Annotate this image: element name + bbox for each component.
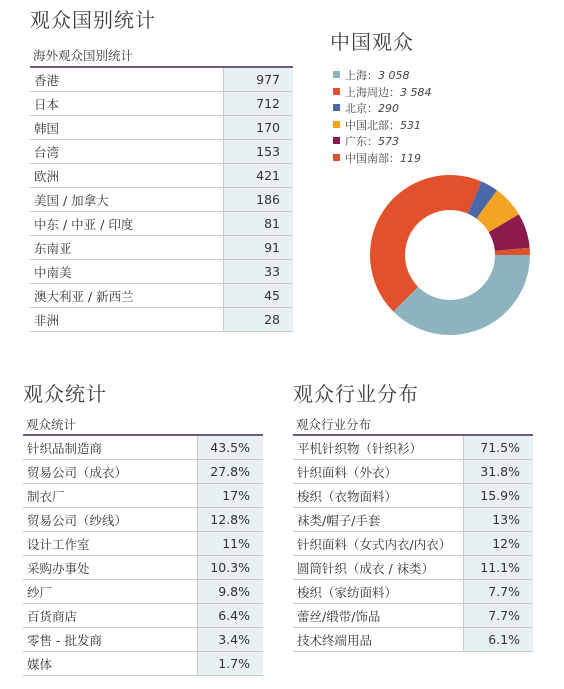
legend-label: 广东 (345, 135, 367, 148)
legend-item (333, 84, 432, 100)
legend-swatch (333, 104, 340, 111)
legend-swatch (333, 137, 340, 144)
table-row (23, 436, 263, 460)
legend-value: 290 (378, 102, 399, 115)
row-value: 7.7% (464, 580, 534, 604)
row-value: 712 (224, 92, 294, 116)
table-row (30, 236, 293, 260)
row-value: 45 (224, 284, 294, 308)
row-value: 12.8% (198, 508, 264, 532)
row-label: 香港 (30, 68, 224, 92)
row-value: 33 (224, 260, 294, 284)
stats-title: 观众统计 (23, 382, 107, 406)
legend-item (333, 133, 399, 149)
row-value: 11% (198, 532, 264, 556)
row-label: 中南美 (30, 260, 224, 284)
table-row (293, 484, 533, 508)
row-label: 百货商店 (23, 604, 198, 628)
row-label: 日本 (30, 92, 224, 116)
row-label: 韩国 (30, 116, 224, 140)
table-row (293, 604, 533, 628)
legend-label: 上海周边 (345, 85, 389, 99)
row-label: 贸易公司（纱线） (23, 508, 198, 532)
row-value: 10.3% (198, 556, 264, 580)
table-row (293, 460, 533, 484)
china-chart-title: 中国观众 (330, 30, 414, 54)
row-label: 梭织（家纺面料） (293, 580, 464, 604)
row-label: 平机针织物（针织衫） (293, 436, 464, 460)
legend-value: 531 (400, 118, 421, 132)
legend-separator: ： (367, 135, 378, 148)
table-row (293, 556, 533, 580)
table-row (23, 460, 263, 484)
row-value: 71.5% (464, 436, 534, 460)
legend-value: 119 (400, 151, 421, 165)
table-row (30, 188, 293, 212)
stats-table (23, 436, 263, 676)
row-label: 针织面料（女式内衣/内衣） (293, 532, 464, 556)
legend-swatch (333, 121, 340, 128)
legend-separator: ： (367, 69, 378, 82)
legend-value: 573 (378, 135, 399, 148)
row-value: 11.1% (464, 556, 534, 580)
row-label: 设计工作室 (23, 532, 198, 556)
row-label: 梭织（衣物面料） (293, 484, 464, 508)
row-value: 421 (224, 164, 294, 188)
row-label: 针织面料（外衣） (293, 460, 464, 484)
table-row (23, 556, 263, 580)
row-label: 东南亚 (30, 236, 224, 260)
row-value: 9.8% (198, 580, 264, 604)
row-value: 31.8% (464, 460, 534, 484)
legend-separator: ： (389, 151, 400, 165)
legend-value: 3 584 (400, 85, 432, 99)
row-label: 中东 / 中亚 / 印度 (30, 212, 224, 236)
stats-table-title: 观众统计 (26, 417, 77, 432)
row-value: 3.4% (198, 628, 264, 652)
table-row (30, 164, 293, 188)
legend-item (333, 67, 410, 83)
table-row (23, 532, 263, 556)
donut-chart (360, 165, 540, 345)
table-row (23, 484, 263, 508)
overseas-table (30, 68, 293, 332)
row-value: 28 (224, 308, 294, 332)
table-row (293, 508, 533, 532)
table-row (30, 308, 293, 332)
industry-title: 观众行业分布 (293, 382, 419, 406)
table-row (30, 68, 293, 92)
row-label: 非洲 (30, 308, 224, 332)
row-label: 蕾丝/缎带/饰品 (293, 604, 464, 628)
row-label: 零售 - 批发商 (23, 628, 198, 652)
row-label: 技术终端用品 (293, 628, 464, 652)
donut-slice (393, 255, 530, 335)
row-value: 13% (464, 508, 534, 532)
row-value: 1.7% (198, 652, 264, 676)
legend-item (333, 100, 399, 116)
row-label: 欧洲 (30, 164, 224, 188)
legend-swatch (333, 71, 340, 78)
legend-separator: ： (389, 85, 400, 99)
table-row (23, 628, 263, 652)
row-value: 15.9% (464, 484, 534, 508)
row-value: 43.5% (198, 436, 264, 460)
row-label: 制衣厂 (23, 484, 198, 508)
row-value: 17% (198, 484, 264, 508)
row-label: 澳大利亚 / 新西兰 (30, 284, 224, 308)
legend-value: 3 058 (378, 69, 410, 82)
legend-label: 中国南部 (345, 151, 389, 165)
legend-swatch (333, 154, 340, 161)
row-label: 圆筒针织（成衣 / 袜类） (293, 556, 464, 580)
table-row (30, 284, 293, 308)
row-value: 7.7% (464, 604, 534, 628)
legend-label: 北京 (345, 102, 367, 115)
row-label: 美国 / 加拿大 (30, 188, 224, 212)
row-label: 贸易公司（成衣） (23, 460, 198, 484)
row-label: 台湾 (30, 140, 224, 164)
main-title: 观众国别统计 (30, 8, 156, 32)
legend-item (333, 150, 421, 166)
row-label: 纱厂 (23, 580, 198, 604)
row-value: 6.1% (464, 628, 534, 652)
donut-slice (370, 175, 482, 312)
table-row (30, 212, 293, 236)
table-row (293, 532, 533, 556)
row-label: 媒体 (23, 652, 198, 676)
table-row (293, 628, 533, 652)
row-value: 6.4% (198, 604, 264, 628)
legend-label: 上海 (345, 69, 367, 82)
row-label: 针织品制造商 (23, 436, 198, 460)
row-value: 12% (464, 532, 534, 556)
row-label: 采购办事处 (23, 556, 198, 580)
table-row (23, 652, 263, 676)
row-value: 91 (224, 236, 294, 260)
row-value: 170 (224, 116, 294, 140)
table-row (23, 508, 263, 532)
row-value: 977 (224, 68, 294, 92)
row-value: 81 (224, 212, 294, 236)
industry-table (293, 436, 533, 652)
row-value: 153 (224, 140, 294, 164)
legend-separator: ： (367, 102, 378, 115)
legend-label: 中国北部 (345, 118, 389, 132)
table-row (30, 260, 293, 284)
table-row (30, 140, 293, 164)
row-value: 186 (224, 188, 294, 212)
legend-swatch (333, 88, 340, 95)
legend-separator: ： (389, 118, 400, 132)
overseas-table-title: 海外观众国别统计 (33, 48, 134, 63)
row-value: 27.8% (198, 460, 264, 484)
row-label: 袜类/帽子/手套 (293, 508, 464, 532)
table-row (30, 116, 293, 140)
table-row (293, 580, 533, 604)
table-row (23, 604, 263, 628)
table-row (23, 580, 263, 604)
table-row (293, 436, 533, 460)
legend-item (333, 117, 421, 133)
industry-table-title: 观众行业分布 (296, 417, 372, 432)
table-row (30, 92, 293, 116)
